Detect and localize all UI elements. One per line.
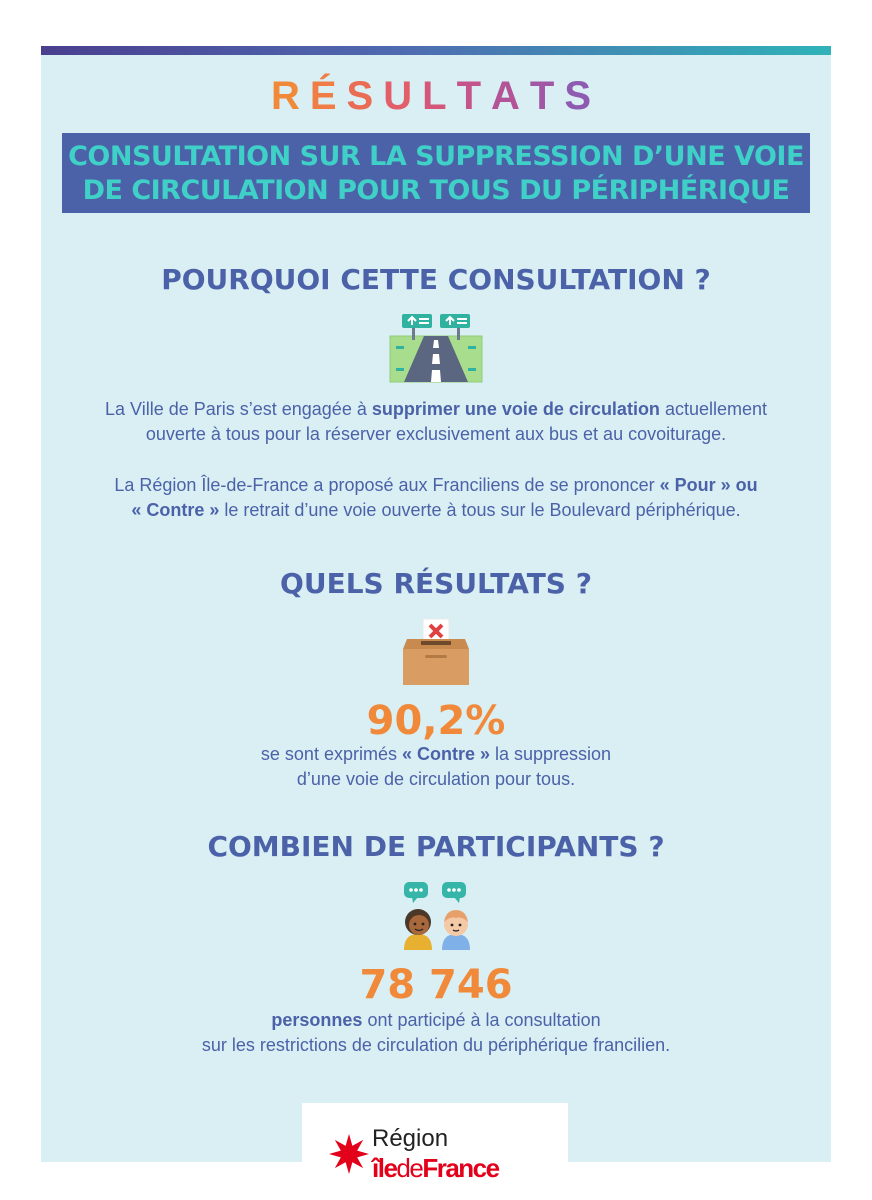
section-heading-results: QUELS RÉSULTATS ? [280, 567, 592, 600]
top-gradient-bar [41, 46, 831, 55]
text: d’une voie de circulation pour tous. [296, 769, 576, 789]
text: La Ville de Paris s’est engagée à [105, 399, 372, 419]
star-logo-icon [328, 1133, 370, 1175]
highlight: « Pour » ou [659, 475, 758, 495]
text: se sont exprimés [260, 744, 402, 764]
page-title [0, 74, 872, 119]
logo-ile: île [372, 1153, 397, 1183]
title-letter: É [309, 74, 347, 118]
logo-de: de [396, 1153, 423, 1183]
text: ouverte à tous pour la réserver exclusivement aux bus et au covoiturage. [145, 424, 727, 444]
consultation-banner [62, 133, 810, 213]
region-ile-de-france-logo [302, 1103, 568, 1200]
highway-icon [388, 312, 484, 384]
result-description [60, 742, 812, 792]
people-talking-icon [398, 880, 476, 952]
text: la suppression [490, 744, 612, 764]
paragraph-proposal [60, 473, 812, 523]
banner-line-2: DE CIRCULATION POUR TOUS DU PÉRIPHÉRIQUE [82, 175, 790, 206]
title-letter: U [383, 74, 423, 118]
text: La Région Île-de-France a proposé aux Franciliens de se prononcer [114, 475, 660, 495]
highlight: « Contre » [401, 744, 490, 764]
text: actuellement [659, 399, 767, 419]
logo-region-text: Région [372, 1125, 449, 1152]
title-letter: T [529, 74, 565, 118]
highlight: personnes [271, 1010, 363, 1030]
title-letter: T [456, 74, 491, 118]
paragraph-intro [60, 397, 812, 447]
title-letter: S [564, 74, 602, 118]
title-letter: L [422, 74, 457, 118]
title-letter: S [346, 74, 384, 118]
text: ont participé à la consultation [362, 1010, 601, 1030]
logo-france: France [422, 1153, 499, 1183]
title-letter: A [491, 74, 530, 118]
participants-description [60, 1008, 812, 1058]
highlight: « Contre » [131, 500, 220, 520]
logo-idf-text [372, 1153, 499, 1184]
section-heading-why: POURQUOI CETTE CONSULTATION ? [161, 263, 711, 296]
section-heading-participants: COMBIEN DE PARTICIPANTS ? [207, 830, 665, 863]
banner-line-1: CONSULTATION SUR LA SUPPRESSION D’UNE VOIE [68, 141, 804, 172]
participants-count: 78 746 [359, 962, 513, 1008]
title-letter: R [270, 74, 310, 118]
ballot-box-icon [401, 617, 471, 687]
text: sur les restrictions de circulation du périphérique francilien. [201, 1035, 671, 1055]
highlight: supprimer une voie de circulation [371, 399, 660, 419]
text: le retrait d’une voie ouverte à tous sur le Boulevard périphérique. [219, 500, 741, 520]
result-percentage: 90,2% [366, 698, 506, 744]
